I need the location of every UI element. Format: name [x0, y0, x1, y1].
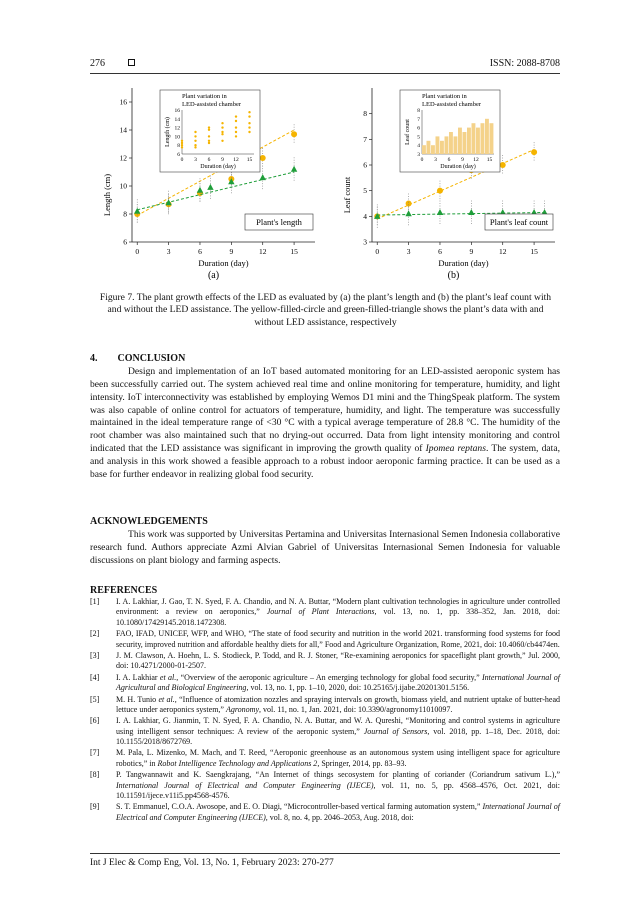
header-rule [90, 73, 560, 74]
x-tick-label: 12 [498, 247, 507, 256]
inset-x-tick-label: 6 [207, 157, 211, 163]
data-point-triangle [291, 166, 297, 172]
issn: ISSN: 2088-8708 [489, 58, 560, 69]
inset-bar [427, 141, 431, 154]
inset-bar [454, 136, 458, 154]
y-tick-label: 6 [123, 237, 127, 247]
y-tick-label: 14 [119, 125, 127, 135]
inset-y-axis-label: Length (cm) [165, 117, 171, 147]
inset-x-tick-label: 3 [434, 157, 437, 163]
conclusion-text-b: . The system, data, and analysis in this work showed a feasible approach to a robust indoor aeroponic farming practice. It can be used as a base for further endeavor in realizing global food security. [90, 443, 560, 480]
inset-x-tick-label: 9 [221, 157, 224, 163]
inset-y-tick-label: 6 [417, 125, 420, 132]
panel-label: (b) [447, 270, 460, 280]
inset-point [248, 115, 250, 117]
inset-bar [436, 136, 440, 154]
inset-bar [485, 119, 489, 154]
data-point-circle [406, 201, 412, 207]
data-point-triangle [468, 209, 474, 215]
inset-point [221, 140, 223, 142]
inset-y-tick-label: 8 [177, 143, 180, 150]
inset-point [194, 135, 196, 137]
inset-chart [400, 90, 500, 172]
inset-bar [449, 132, 453, 154]
inset-y-tick-label: 16 [174, 108, 180, 114]
inset-point [248, 111, 250, 113]
y-tick-label: 6 [363, 160, 367, 170]
y-axis-label: Leaf count [342, 176, 352, 214]
inset-point [208, 129, 210, 131]
y-tick-label: 16 [119, 97, 127, 107]
acknowledgements-heading: ACKNOWLEDGEMENTS [90, 516, 208, 527]
y-tick-label: 12 [119, 153, 127, 163]
data-point-circle [500, 162, 506, 168]
inset-y-tick-label: 5 [417, 134, 420, 141]
x-axis-label: Duration (day) [198, 258, 249, 268]
inset-y-tick-label: 6 [177, 152, 180, 158]
inset-y-tick-label: 12 [174, 125, 180, 132]
inset-x-tick-label: 6 [447, 157, 451, 163]
inset-point [235, 131, 237, 133]
inset-bar [440, 141, 444, 154]
x-tick-label: 6 [438, 247, 442, 256]
conclusion-text [90, 366, 560, 482]
inset-point [194, 146, 196, 148]
references-list [90, 597, 560, 824]
reference-item: [4] I. A. Lakhiar et al., “Overview of the aeroponic agriculture – An emerging technology for global food security,” International Journal of Agricultural and Biological Engineering, vol. 13, no. 1, pp. 1–10, 2020, doi: 10.25165/j.ijabe.20201301.5156. [90, 672, 561, 693]
chart-plant-length [90, 80, 325, 280]
legend-box [245, 214, 313, 230]
data-point-triangle [437, 209, 443, 215]
inset-point [248, 126, 250, 128]
reference-item: [1] I. A. Lakhiar, J. Gao, T. N. Syed, F. A. Chandio, and N. A. Buttar, “Modern plant cultivation technologies in agriculture under controlled environment: a review on aeroponics,” Journal of Plant Interactions, vol. 13, no. 1, pp. 338–352, Jan. 2018, doi: 10.1080/17429145.2018.1472308. [90, 597, 560, 627]
reference-item: [5] M. H. Tunio et al., “Influence of atomization nozzles and spraying intervals on growth, biomass yield, and nutrient uptake of butter-head lettuce under aeroponics system,” Agronomy, vol. 11, no. 1, Jan. 2021, doi: 10.3390/agronomy11010097. [90, 694, 561, 714]
data-point-triangle [197, 187, 203, 193]
inset-point [221, 126, 223, 128]
inset-bar [490, 123, 494, 154]
inset-point [248, 131, 250, 133]
inset-bar [467, 128, 471, 154]
inset-point [248, 122, 250, 124]
inset-bar [422, 145, 426, 154]
reference-item: [2] FAO, IFAD, UNICEF, WFP, and WHO, “The state of food security and nutrition in the world 2021. transforming food systems for food security, improved nutrition and affordable healthy diets for all,” Food and Agriculture Organization, Rome, 2021, doi: 10.4060/cb4474en. [90, 629, 560, 649]
data-point-triangle [405, 210, 411, 216]
inset-point [235, 126, 237, 128]
reference-item: [7] M. Pala, L. Mizenko, M. Mach, and T. Reed, “Aeroponic greenhouse as an autonomous system using intelligent space for agriculture robotics,” in Robot Intelligence Technology and Applications 2, Springer, 2014, pp. 83–93. [90, 748, 560, 768]
inset-x-tick-label: 3 [194, 157, 197, 163]
checkbox-square-icon [128, 59, 135, 66]
inset-point [208, 126, 210, 128]
y-tick-label: 3 [363, 237, 367, 247]
data-point-circle [260, 155, 266, 161]
x-tick-label: 9 [229, 247, 234, 256]
inset-point [208, 142, 210, 144]
inset-bar [481, 123, 485, 154]
legend-label: Plant's leaf count [489, 217, 549, 227]
data-point-circle [437, 188, 443, 194]
references-heading: REFERENCES [90, 585, 158, 596]
inset-point [221, 122, 223, 124]
inset-bar [472, 123, 476, 154]
y-tick-label: 4 [363, 211, 367, 221]
species-name: Ipomea reptans [425, 443, 486, 455]
inset-title: Plant variation in [422, 93, 467, 100]
figure-caption: Figure 7. The plant growth effects of the LED as evaluated by (a) the plant’s length and (b) the plant’s leaf count with and without the LED assistance. The yellow-filled-circle and green-filled-triangle shows the plant’s data with and without LED assistance, respectively [99, 292, 552, 328]
page-footer: Int J Elec & Comp Eng, Vol. 13, No. 1, February 2023: 270-277 [90, 853, 560, 868]
panel-label: (a) [207, 270, 220, 280]
trend-line [137, 172, 294, 210]
inset-y-tick-label: 14 [174, 116, 180, 123]
data-point-triangle [260, 174, 266, 180]
reference-item: [6] I. A. Lakhiar, G. Jianmin, T. N. Syed, F. A. Chandio, N. A. Buttar, and W. A. Qureshi, “Monitoring and control systems in agriculture using intelligent sensor techniques: A review of the aeroponic system,” Journal of Sensors, vol. 2018, pp. 1–18, Dec. 2018, doi: 10.1155/2018/8672769. [90, 716, 561, 747]
y-tick-label: 5 [363, 186, 367, 196]
x-tick-label: 3 [406, 247, 411, 256]
inset-point [208, 135, 210, 137]
x-tick-label: 0 [375, 247, 380, 256]
x-tick-label: 15 [290, 247, 298, 256]
inset-x-tick-label: 12 [473, 157, 479, 163]
inset-x-tick-label: 9 [461, 157, 464, 163]
inset-point [181, 142, 183, 144]
x-tick-label: 9 [469, 247, 474, 256]
inset-bar [476, 128, 480, 154]
inset-y-tick-label: 8 [417, 108, 420, 114]
page-number: 276 [90, 58, 105, 69]
reference-item: [9] S. T. Emmanuel, C.O.A. Awosope, and E. O. Diagi, “Microcontroller-based vertical farming automation system,” International Journal of Electrical and Computer Engineering (IJECE), vol. 8, no. 4, pp. 2046–2053, Aug. 2018, doi: [90, 802, 560, 822]
inset-y-tick-label: 10 [174, 134, 180, 141]
x-axis-label: Duration (day) [438, 258, 489, 268]
conclusion-text-a: Design and implementation of an IoT based automated monitoring for an LED-assisted aeroponic system has been successfully carried out. The system achieved real time and online monitoring for temperature, humidity, and light intensity. IoT interconnectivity was established by employing Wemos D1 mini and the ThingSpeak platform. The system was also capable of online control for actuators of temperature, humidity, and light. The temperature was successfully maintained in the ideal temperature range of <30 °C with a typical average temperature of 28.8 °C. The humidity of the root chamber was also maintained such that no drying-out occurred. Data from light intensity monitoring and control indicated that the LED assistance was significant in improving the growth quality of [90, 366, 560, 455]
inset-point [181, 140, 183, 142]
inset-y-axis-label: Leaf count [405, 119, 411, 145]
x-tick-label: 15 [530, 247, 538, 256]
y-axis-label: Length (cm) [102, 173, 112, 217]
inset-point [194, 131, 196, 133]
inset-point [194, 140, 196, 142]
inset-bar [463, 132, 467, 154]
x-tick-label: 0 [135, 247, 140, 256]
y-tick-label: 8 [123, 209, 127, 219]
inset-title: LED-assisted chamber [182, 101, 242, 108]
inset-point [221, 131, 223, 133]
data-point-triangle [134, 208, 140, 214]
inset-y-tick-label: 7 [417, 116, 420, 123]
inset-x-tick-label: 0 [180, 157, 184, 163]
y-tick-label: 8 [363, 109, 367, 119]
inset-point [235, 120, 237, 122]
inset-chart [160, 90, 260, 172]
inset-bar [445, 136, 449, 154]
inset-x-axis-label: Duration (day) [200, 164, 236, 170]
inset-title: Plant variation in [182, 93, 227, 100]
data-point-circle [531, 149, 537, 155]
inset-x-tick-label: 0 [420, 157, 424, 163]
acknowledgements-text: This work was supported by Universitas Pertamina and Universitas Internasional Semen Indonesia collaborative research fund. Authors appreciate Azmi Alvian Gabriel of Universitas Internasional Semen Indonesia for valuable discussions on plant biology and farming aspects. [90, 529, 560, 566]
inset-x-tick-label: 15 [486, 157, 493, 163]
data-point-triangle [207, 184, 213, 190]
inset-point [221, 133, 223, 135]
inset-x-tick-label: 12 [233, 157, 239, 163]
inset-point [235, 135, 237, 137]
figure-7 [90, 80, 560, 280]
inset-x-axis-label: Duration (day) [440, 164, 476, 170]
y-tick-label: 7 [363, 134, 367, 144]
inset-point [181, 146, 183, 148]
inset-bar [458, 128, 462, 154]
x-tick-label: 3 [166, 247, 171, 256]
x-tick-label: 12 [258, 247, 267, 256]
data-point-circle [291, 131, 297, 137]
inset-y-tick-label: 4 [417, 143, 420, 150]
inset-point [235, 115, 237, 117]
inset-y-tick-label: 3 [417, 152, 420, 158]
reference-item: [3] J. M. Clawson, A. Hoehn, L. S. Stodieck, P. Todd, and R. J. Stoner, “Re-examining aeroponics for spaceflight plant growth,” Jul. 2000, doi: 10.4271/2000-01-2507. [90, 650, 560, 671]
legend-box [485, 214, 553, 230]
inset-x-tick-label: 15 [246, 157, 253, 163]
legend-label: Plant's length [256, 217, 302, 227]
inset-point [194, 144, 196, 146]
inset-title: LED-assisted chamber [422, 101, 482, 108]
chart-leaf-count [330, 80, 565, 280]
inset-bar [431, 145, 435, 154]
conclusion-heading: 4. CONCLUSION [90, 353, 186, 364]
x-tick-label: 6 [198, 247, 202, 256]
inset-point [208, 140, 210, 142]
inset-point [181, 144, 183, 146]
reference-item: [8] P. Tangwannawit and K. Saengkrajang, “An Internet of things secosystem for planting of coriander (Coriandrum sativum L.),” International Journal of Electrical and Computer Engineering (IJECE), vol. 11, no. 5, pp. 4568–4576, Oct. 2021, doi: 10.11591/ijece.v11i5.pp4568-4576. [90, 770, 560, 801]
y-tick-label: 10 [119, 181, 127, 191]
